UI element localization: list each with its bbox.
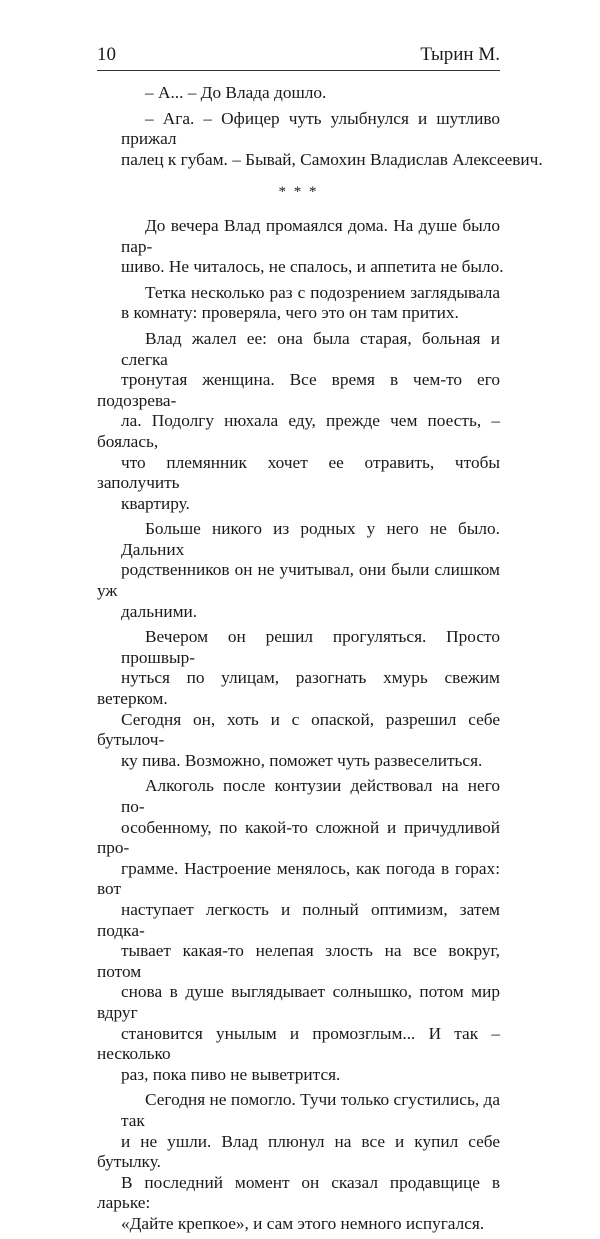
text-line: шиво. Не читалось, не спалось, и аппетита не было. (121, 257, 504, 277)
paragraph (97, 519, 500, 622)
paragraph (97, 108, 543, 171)
text-line: тывает какая-то нелепая злость на все вокруг, потом (97, 941, 500, 981)
text-line: грамме. Настроение менялось, как погода в горах: вот (97, 858, 500, 899)
page-header (97, 40, 500, 71)
text-line: «Дайте крепкое», и сам этого немного испугался. (121, 1213, 485, 1233)
text-line: тронутая женщина. Все время в чем-то его подозрева- (97, 370, 500, 410)
text-line: ку пива. Возможно, поможет чуть развеселиться. (121, 750, 483, 770)
paragraph (97, 283, 500, 324)
text-line: нуться по улицам, разогнать хмурь свежим ветерком. (97, 668, 500, 709)
section-separator: * * * (278, 184, 319, 201)
text-line: в комнату: проверяла, чего это он там притих. (121, 303, 459, 323)
text-line: Сегодня не помогло. Тучи только сгустились, да так (121, 1090, 500, 1130)
text-line: Тетка несколько раз с подозрением заглядывала (145, 282, 500, 302)
text-line: Сегодня он, хоть и с опаской, разрешил себе бутылоч- (97, 709, 500, 750)
paragraph (97, 83, 500, 104)
text-line: Алкоголь после контузии действовал на него по- (121, 776, 500, 816)
text-line: становится унылым и промозглым... И так – несколько (97, 1023, 500, 1064)
body-text (97, 83, 543, 1239)
text-line: – А... – До Влада дошло. (145, 83, 327, 102)
text-line: В последний момент он сказал продавщице в ларьке: (97, 1172, 500, 1213)
text-line: что племянник хочет ее отравить, чтобы заполучить (97, 452, 500, 493)
running-head-author: Тырин М. (420, 44, 500, 65)
text-line: и не ушли. Влад плюнул на все и купил себе бутылку. (97, 1131, 500, 1172)
text-line: родственников он не учитывал, они были слишком уж (97, 560, 500, 601)
text-line: наступает легкость и полный оптимизм, затем подка- (97, 899, 500, 940)
text-line: ла. Подолгу нюхала еду, прежде чем поесть, – боялась, (97, 411, 500, 451)
paragraph (97, 1090, 500, 1234)
text-line: Вечером он решил прогуляться. Просто прошвыр- (121, 627, 500, 667)
text-line: дальними. (121, 601, 198, 621)
page-number: 10 (97, 44, 116, 65)
paragraph (97, 215, 504, 278)
text-line: квартиру. (121, 493, 190, 513)
paragraph (97, 776, 500, 1085)
text-line: особенному, по какой-то сложной и причудливой про- (97, 817, 500, 858)
text-line: Больше никого из родных у него не было. Дальних (121, 519, 500, 559)
text-line: раз, пока пиво не выветрится. (121, 1064, 341, 1084)
text-line: палец к губам. – Бывай, Самохин Владислав Алексеевич. (121, 149, 543, 169)
text-line: – Ага. – Офицер чуть улыбнулся и шутливо прижал (121, 108, 500, 149)
text-line: Влад жалел ее: она была старая, больная и слегка (121, 328, 500, 369)
text-line: снова в душе выглядывает солнышко, потом мир вдруг (97, 982, 500, 1022)
paragraph (97, 329, 500, 514)
text-line: До вечера Влад промаялся дома. На душе было пар- (121, 215, 500, 256)
